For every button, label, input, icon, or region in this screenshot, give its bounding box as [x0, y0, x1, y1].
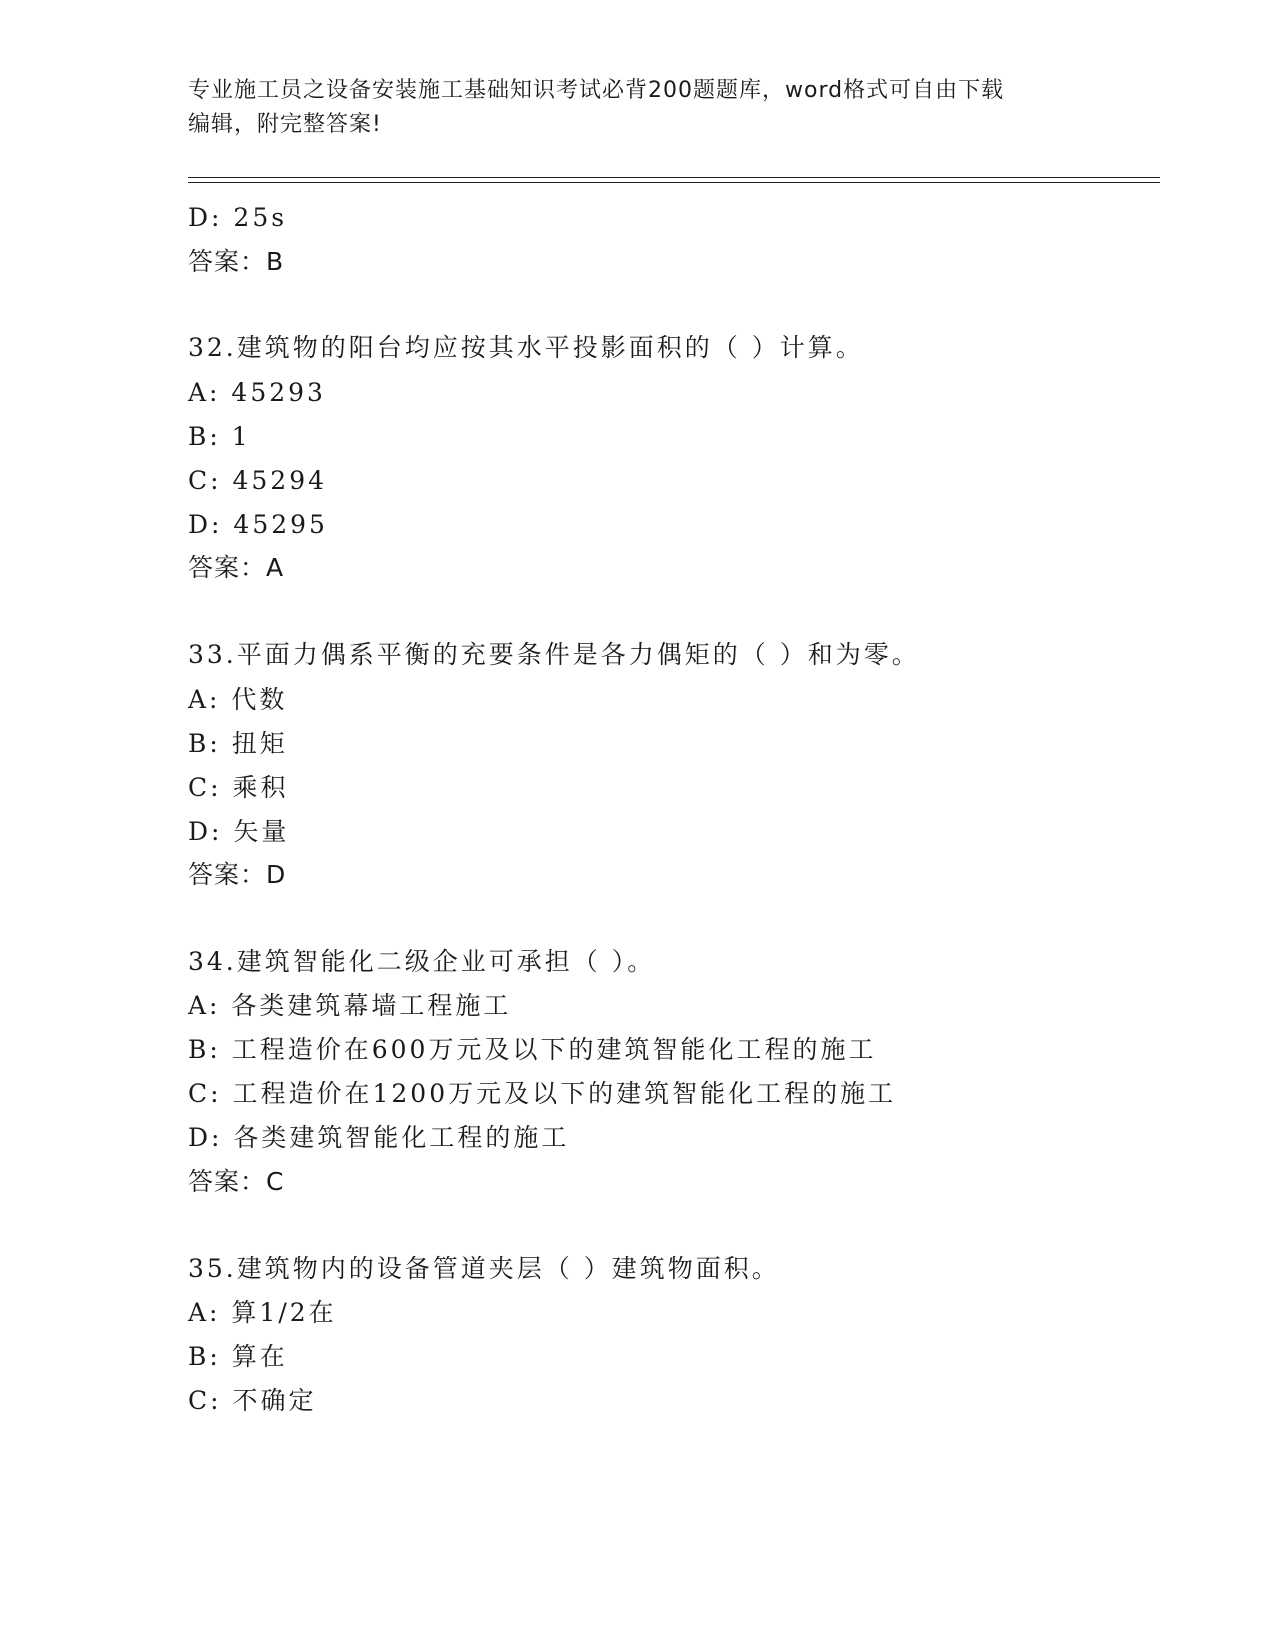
- question-35-option-c: C: 不确定: [188, 1386, 317, 1415]
- question-32-option-a: A: 45293: [188, 378, 326, 407]
- question-34-option-d: D: 各类建筑智能化工程的施工: [188, 1123, 570, 1152]
- question-34: 34.建筑智能化二级企业可承担（ ）。: [188, 947, 656, 976]
- header-line-2: 编辑，附完整答案!: [188, 112, 382, 137]
- header-line-1: 专业施工员之设备安装施工基础知识考试必背200题题库，word格式可自由下载: [188, 78, 1005, 103]
- question-33: 33.平面力偶系平衡的充要条件是各力偶矩的（ ）和为零。: [188, 640, 920, 669]
- question-33-answer: 答案：D: [188, 860, 287, 889]
- question-33-option-c: C: 乘积: [188, 773, 289, 802]
- question-34-option-c: C: 工程造价在1200万元及以下的建筑智能化工程的施工: [188, 1079, 897, 1108]
- question-35: 35.建筑物内的设备管道夹层（ ）建筑物面积。: [188, 1254, 780, 1283]
- question-33-option-b: B: 扭矩: [188, 729, 288, 758]
- question-35-option-a: A: 算1/2在: [188, 1298, 337, 1327]
- question-32-option-c: C: 45294: [188, 466, 328, 495]
- question-32-option-b: B: 1: [188, 422, 251, 451]
- prev-answer: 答案：B: [188, 247, 285, 276]
- question-33-option-d: D: 矢量: [188, 817, 290, 846]
- question-34-option-a: A: 各类建筑幕墙工程施工: [188, 991, 512, 1020]
- question-34-answer: 答案：C: [188, 1167, 285, 1196]
- question-34-option-b: B: 工程造价在600万元及以下的建筑智能化工程的施工: [188, 1035, 877, 1064]
- prev-option-d: D: 25s: [188, 203, 288, 232]
- question-35-option-b: B: 算在: [188, 1342, 288, 1371]
- header-divider-bottom: [188, 182, 1160, 183]
- question-32-option-d: D: 45295: [188, 510, 328, 539]
- question-33-option-a: A: 代数: [188, 685, 288, 714]
- question-32: 32.建筑物的阳台均应按其水平投影面积的（ ）计算。: [188, 333, 864, 362]
- question-32-answer: 答案：A: [188, 553, 285, 582]
- document-header: [188, 74, 1088, 142]
- header-divider-top: [188, 177, 1160, 178]
